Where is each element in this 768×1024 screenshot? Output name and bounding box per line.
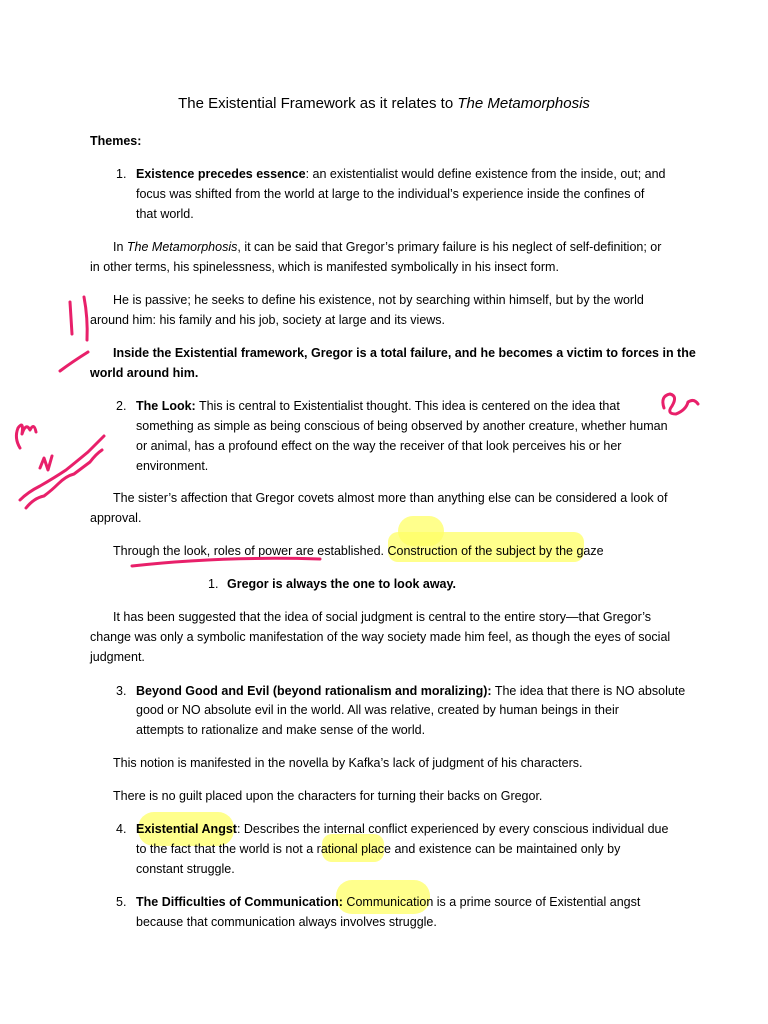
- paragraph-passive-line1: He is passive; he seeks to define his existence, not by searching within himself, but by the world: [113, 293, 644, 307]
- list-item-2-line4: environment.: [136, 459, 209, 473]
- list-item-4-line3: constant struggle.: [136, 862, 235, 876]
- paragraph-sister-line2: approval.: [90, 511, 142, 525]
- list-item-2-line3: or animal, has a profound effect on the way the receiver of that look perceives his or her: [136, 439, 622, 453]
- list-number: 2.: [116, 399, 127, 413]
- list-item-2-line2: something as simple as being conscious of being observed by another creature, whether human: [136, 419, 668, 433]
- paragraph-no-guilt: There is no guilt placed upon the characters for turning their backs on Gregor.: [113, 789, 543, 803]
- list-item-1-line1: Existence precedes essence: an existentialist would define existence from the inside, out; and: [136, 167, 666, 181]
- themes-heading: Themes:: [90, 134, 142, 148]
- list-item-5-line2: because that communication always involves struggle.: [136, 915, 437, 929]
- sub-list-item: Gregor is always the one to look away.: [227, 577, 457, 591]
- list-item-1-line3: that world.: [136, 207, 194, 221]
- paragraph-failure-line2: world around him.: [90, 366, 199, 380]
- paragraph-social-judgment-line1: It has been suggested that the idea of social judgment is central to the entire story—that Gregor’s: [113, 610, 652, 624]
- list-item-4-line2: to the fact that the world is not a rational place and existence can be maintained only by: [136, 842, 621, 856]
- list-number: 3.: [116, 684, 127, 698]
- paragraph-metamorphosis-line2: in other terms, his spinelessness, which is manifested symbolically in his insect form.: [90, 260, 559, 274]
- ink-scribble-4: [26, 450, 102, 508]
- ink-scribble-3: [20, 436, 104, 500]
- paragraph-social-judgment-line2: change was only a symbolic manifestation of the way society made him feel, as though the eyes of social: [90, 630, 671, 644]
- list-item-4-line1: Existential Angst: Describes the internal conflict experienced by every conscious individual due: [136, 822, 669, 836]
- paragraph-social-judgment-line3: judgment.: [90, 650, 145, 664]
- list-item-5-line1: The Difficulties of Communication: Communication is a prime source of Existential angst: [136, 895, 641, 909]
- ink-margin-mark-1: [70, 302, 72, 334]
- ink-margin-dash: [60, 352, 88, 371]
- list-item-3-line2: good or NO absolute evil in the world. All was relative, created by human beings in their: [136, 703, 619, 717]
- paragraph-roles-of-power: Through the look, roles of power are established. Construction of the subject by the gaze: [113, 544, 604, 558]
- list-item-3-line1: Beyond Good and Evil (beyond rationalism and moralizing): The idea that there is NO absolute: [136, 684, 686, 698]
- paragraph-failure-line1: Inside the Existential framework, Gregor is a total failure, and he becomes a victim to forces in the: [113, 346, 696, 360]
- list-item-1-line2: focus was shifted from the world at large to the individual’s experience inside the confines of: [136, 187, 645, 201]
- paragraph-kafka-judgment: This notion is manifested in the novella by Kafka’s lack of judgment of his characters.: [113, 756, 583, 770]
- ink-margin-mark-2: [84, 297, 87, 340]
- ink-scribble-2: [40, 456, 52, 470]
- list-number: 4.: [116, 822, 127, 836]
- paragraph-metamorphosis-line1: In The Metamorphosis, it can be said that Gregor’s primary failure is his neglect of self-definition; or: [113, 240, 662, 254]
- list-item-3-line3: attempts to rationalize and make sense of the world.: [136, 723, 426, 737]
- page-title: The Existential Framework as it relates to The Metamorphosis: [178, 95, 590, 112]
- list-number: 5.: [116, 895, 127, 909]
- ink-scribble-1: [16, 425, 36, 448]
- list-number: 1.: [116, 167, 127, 181]
- paragraph-sister-line1: The sister’s affection that Gregor covets almost more than anything else can be considered a look of: [113, 491, 668, 505]
- list-item-2-line1: The Look: This is central to Existentialist thought. This idea is centered on the idea that: [136, 399, 620, 413]
- paragraph-passive-line2: around him: his family and his job, society at large and its views.: [90, 313, 446, 327]
- sub-list-number: 1.: [208, 577, 219, 591]
- ink-scribble-gaze: [663, 394, 698, 414]
